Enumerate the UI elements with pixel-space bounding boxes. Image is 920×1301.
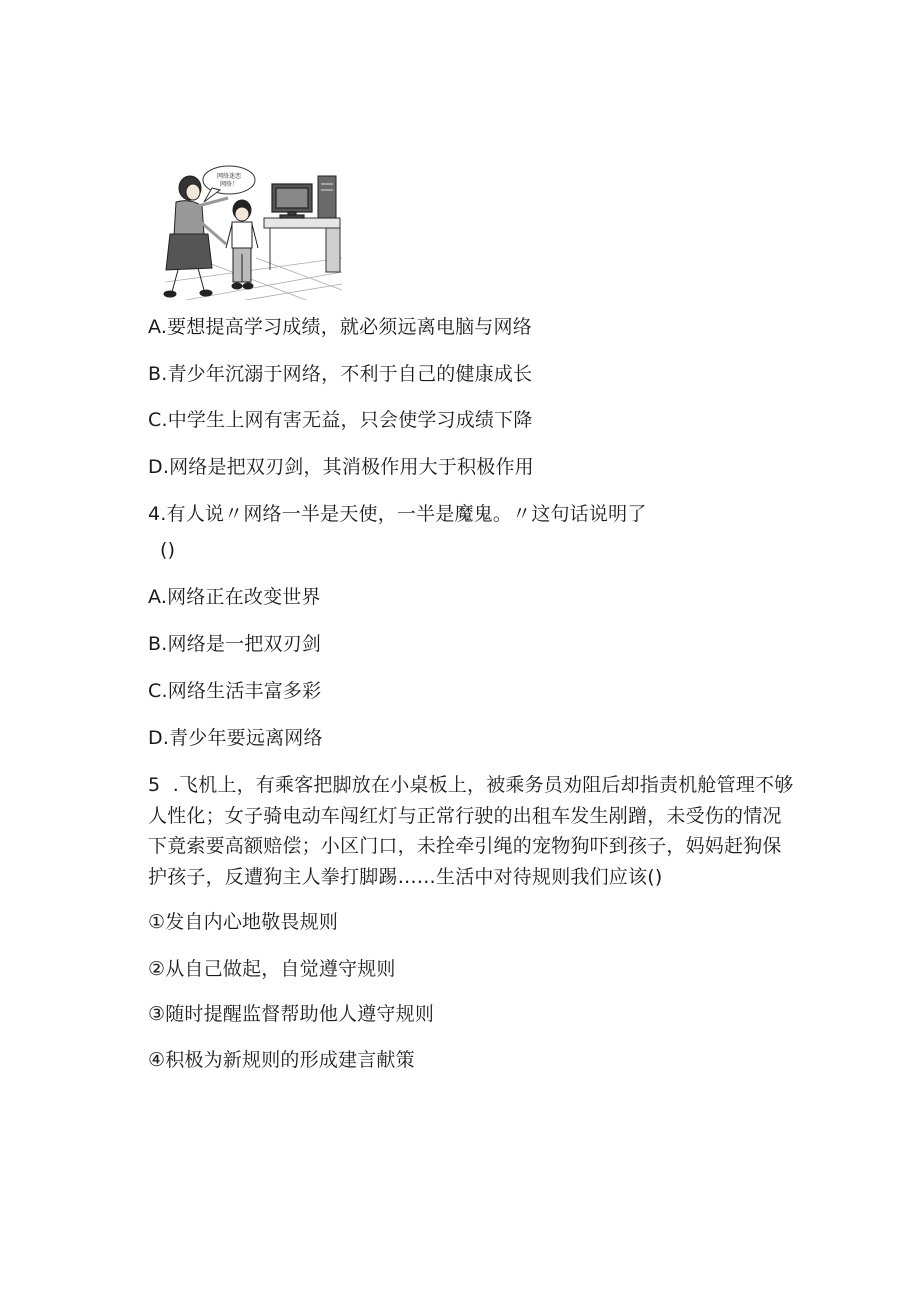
q5-option-1: ①发自内心地敬畏规则: [148, 911, 339, 933]
q4-option-b: [148, 632, 321, 656]
option-text: 中学生上网有害无益，只会使学习成绩下降: [167, 409, 533, 431]
option-letter: D.: [148, 456, 170, 478]
option-text: 青少年要远离网络: [169, 727, 323, 749]
option-letter: A.: [148, 316, 168, 338]
q3-option-b: [148, 362, 532, 386]
option-text: 网络正在改变世界: [167, 586, 321, 608]
q5-stem-line2: 人性化；女子骑电动车闯红灯与正常行驶的出租车发生剐蹭，未受伤的情况: [148, 805, 782, 827]
q3-option-c: [148, 408, 533, 432]
option-letter: B.: [148, 633, 168, 655]
option-text: 网络是把双刃剑，其消极作用大于积极作用: [169, 456, 534, 478]
option-letter: A.: [148, 586, 168, 608]
q3-option-d: [148, 455, 534, 479]
q5-option-2: ②从自己做起，自觉遵守规则: [148, 958, 396, 980]
option-letter: C.: [148, 680, 168, 702]
option-letter: D.: [148, 727, 170, 749]
cartoon-illustration: [146, 162, 342, 300]
option-text: 青少年沉溺于网络，不利于自己的健康成长: [167, 363, 533, 385]
q3-option-a: [148, 315, 532, 339]
q5-stem-line3: 下竟索要高额赔偿；小区门口，未拴牵引绳的宠物狗吓到孩子，妈妈赶狗保: [148, 835, 782, 857]
q4-option-a: [148, 585, 321, 609]
option-text: 要想提高学习成绩，就必须远离电脑与网络: [167, 316, 532, 338]
option-letter: B.: [148, 363, 168, 385]
q4-option-c: [148, 679, 321, 703]
svg-text:网络！: 网络！: [219, 181, 239, 188]
svg-text:网络迷恋: 网络迷恋: [216, 173, 242, 180]
q4-option-d: [148, 726, 323, 750]
q4-stem-line2: (): [160, 539, 176, 561]
q4-stem-line1: 4.有人说〃网络一半是天使，一半是魔鬼。〃这句话说明了: [148, 503, 647, 525]
option-text: 网络是一把双刃剑: [167, 633, 322, 655]
q5-stem-line4: 护孩子，反遭狗主人拳打脚踢……生活中对待规则我们应该(): [148, 866, 663, 888]
q5-option-3: ③随时提醒监督帮助他人遵守规则: [148, 1003, 435, 1025]
option-text: 网络生活丰富多彩: [167, 680, 322, 702]
q5-stem-line1: 5 .飞机上，有乘客把脚放在小桌板上，被乘务员劝阻后却指责机舱管理不够: [148, 774, 794, 796]
q5-option-4: ④积极为新规则的形成建言献策: [148, 1049, 415, 1071]
option-letter: C.: [148, 409, 168, 431]
